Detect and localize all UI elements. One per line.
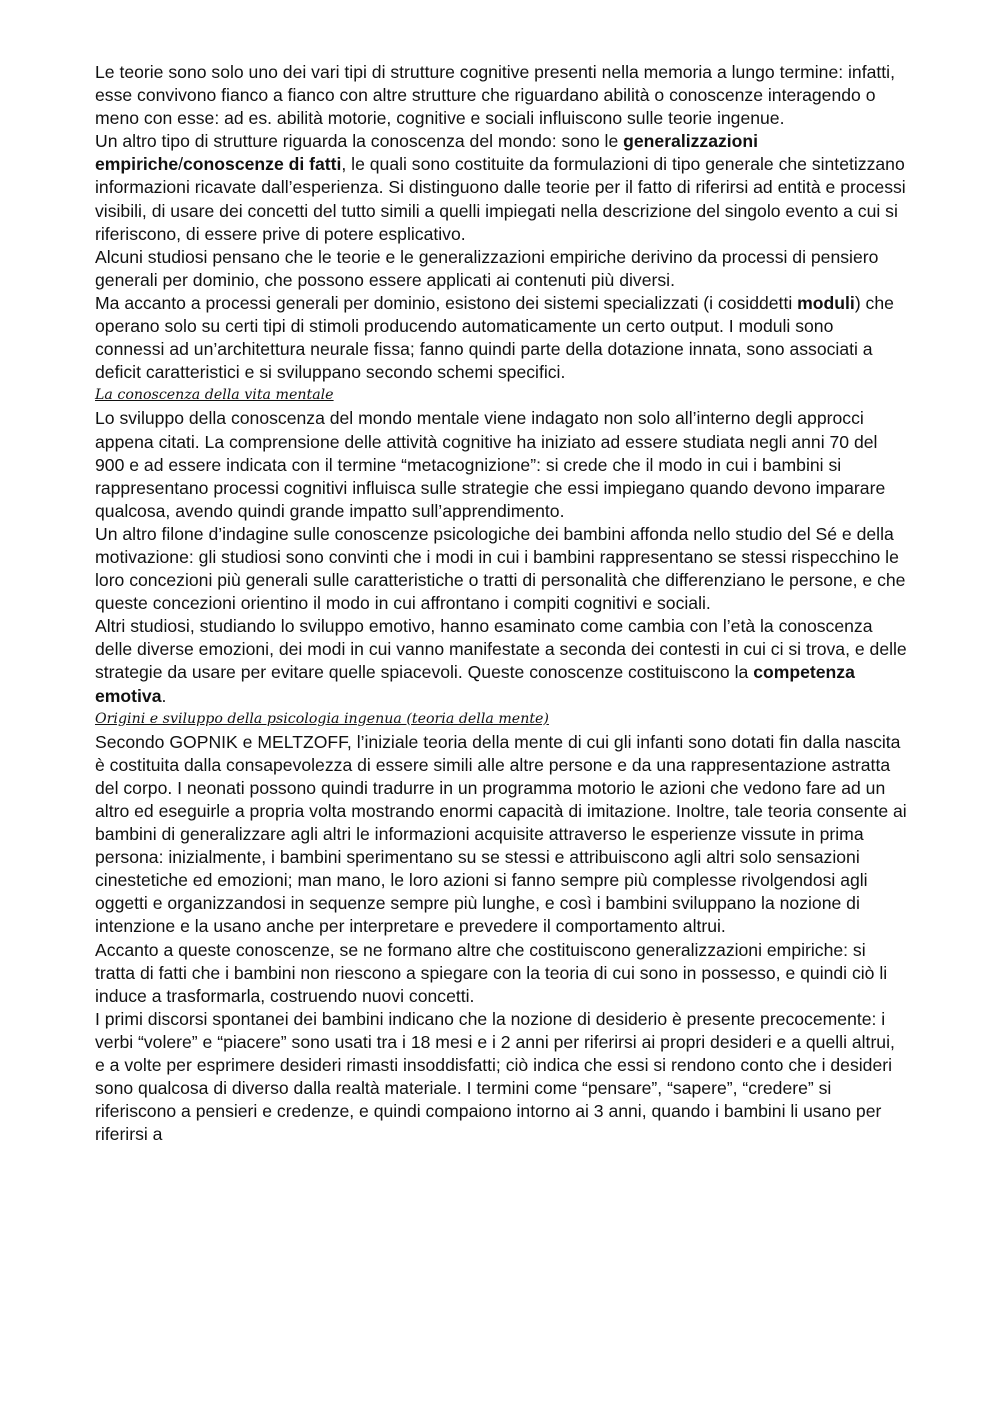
paragraph-text: Un altro filone d’indagine sulle conoscenze psicologiche dei bambini affonda nello studio del Sé e della motivazione: gli studiosi sono convinti che i modi in cui i bambini rappresentano se stessi rispecchino le loro concezioni più generali sulle caratteristiche o tratti di personalità che differenziano le persone, e che queste concezioni orientino il modo in cui affrontano i compiti cognitivi e sociali. (95, 523, 906, 614)
paragraph-text: Un altro tipo di strutture riguarda la conoscenza del mondo: sono le (95, 131, 624, 152)
paragraph-se-motivazione (95, 523, 907, 615)
slash-separator: / (178, 154, 184, 175)
paragraph-text: Altri studiosi, studiando lo sviluppo emotivo, hanno esaminato come cambia con l’età la conoscenza delle diverse emozioni, dei modi in cui vanno manifestate a seconda dei contesti in cui ci si trova, e delle strategie da usare per evitare quelle spiacevoli. Queste conoscenze costituiscono la (95, 616, 907, 683)
bold-term-generalizzazioni-empiriche: generalizzazioni empiriche (95, 131, 759, 175)
paragraph-text: Ma accanto a processi generali per dominio, esistono dei sistemi specializzati (i cosiddetti (95, 292, 798, 313)
paragraph-text: Lo sviluppo della conoscenza del mondo mentale viene indagato non solo all’interno degli approcci appena citati. La comprensione delle attività cognitive ha iniziato ad essere studiata negli anni 70 del 900 e ad essere indicata con il termine “metacognizione”: si crede che il modo in cui i bambini si rappresentano processi cognitivi influisca sulle strategie che essi impiegano quando devono imparare qualcosa, avendo quindi grande impatto sull’apprendimento. (95, 408, 886, 521)
paragraph-metacognizione (95, 407, 907, 522)
section-heading-teoria-della-mente: Origini e sviluppo della psicologia ingenua (teoria della mente) (95, 710, 549, 727)
paragraph-text: Secondo GOPNIK e MELTZOFF, l’iniziale teoria della mente di cui gli infanti sono dotati fin dalla nascita è costituita dalla consapevolezza di essere simili alle altre persone e da una rappresentazione astratta del corpo. I neonati possono quindi tradurre in un programma motorio le azioni che vedono fare ad un altro ed eseguirle a propria volta mostrando enormi capacità di imitazione. Inoltre, tale teoria consente ai bambini di generalizzare agli altri le informazioni acquisite attraverso le esperienze vissute in prima persona: inizialmente, i bambini sperimentano su se stessi e attribuiscono agli altri solo sensazioni cinestetiche ed emozioni; man mano, le loro azioni si fanno sempre più complesse rivolgendosi agli oggetti e organizzandosi in sequenze sempre più lunghe, e così i bambini sviluppano la nozione di intenzione e la usano anche per interpretare e prevedere il comportamento altrui. (95, 731, 907, 937)
paragraph-text: Accanto a queste conoscenze, se ne formano altre che costituiscono generalizzazioni empiriche: si tratta di fatti che i bambini non riescono a spiegare con la teoria di cui sono in possesso, e quindi ciò li induce a trasformarla, costruendo nuovi concetti. (95, 939, 888, 1006)
paragraph-generalizzazioni-empiriche (95, 130, 907, 245)
bold-term-moduli: moduli (797, 292, 855, 313)
paragraph-generalizzazioni-bambini (95, 939, 907, 1008)
paragraph-text: I primi discorsi spontanei dei bambini indicano che la nozione di desiderio è presente precocemente: i verbi “volere” e “piacere” sono usati tra i 18 mesi e i 2 anni per riferirsi ai propri desideri e a quelli altrui, e a volte per esprimere desideri rimasti insoddisfatti; ciò indica che essi si rendono conto che i desideri sono qualcosa di diverso dalla realtà materiale. I termini come “pensare”, “sapere”, “credere” si riferiscono a pensieri e credenze, e quindi compaiono intorno ai 3 anni, quando i bambini li usano per riferirsi a (95, 1008, 895, 1145)
bold-term-conoscenze-di-fatti: conoscenze di fatti (183, 154, 342, 175)
bold-term-competenza-emotiva: competenza emotiva (95, 662, 855, 706)
paragraph-text: , le quali sono costituite da formulazioni di tipo generale che sintetizzano informazioni ricavate dall’esperienza. Si distinguono dalle teorie per il fatto di riferirsi ad entità e processi visibili, di usare dei concetti del tutto simili a quelli impiegati nella descrizione del singolo evento a cui si riferiscono, di essere prive di potere esplicativo. (95, 154, 906, 244)
document-body (95, 61, 907, 1146)
paragraph-text: . (161, 685, 167, 706)
paragraph-text: ) che operano solo su certi tipi di stimoli producendo automaticamente un certo output. I moduli sono connessi ad un’architettura neurale fissa; fanno quindi parte della dotazione innata, sono associati a deficit caratteristici e si sviluppano secondo schemi specifici. (95, 292, 894, 383)
paragraph-text: Alcuni studiosi pensano che le teorie e le generalizzazioni empiriche derivino da processi di pensiero generali per dominio, che possono essere applicati ai contenuti più diversi. (95, 246, 879, 290)
paragraph-competenza-emotiva (95, 615, 907, 707)
section-heading-vita-mentale: La conoscenza della vita mentale (95, 387, 334, 404)
paragraph-processi-generali (95, 246, 907, 292)
paragraph-gopnik-meltzoff (95, 731, 907, 939)
paragraph-moduli (95, 292, 907, 384)
paragraph-teorie-strutture (95, 61, 907, 130)
paragraph-desiderio (95, 1008, 907, 1147)
paragraph-text: Le teorie sono solo uno dei vari tipi di strutture cognitive presenti nella memoria a lungo termine: infatti, esse convivono fianco a fianco con altre strutture che riguardano abilità o conoscenze interagendo o meno con esse: ad es. abilità motorie, cognitive e sociali influiscono sulle teorie ingenue. (95, 62, 895, 129)
